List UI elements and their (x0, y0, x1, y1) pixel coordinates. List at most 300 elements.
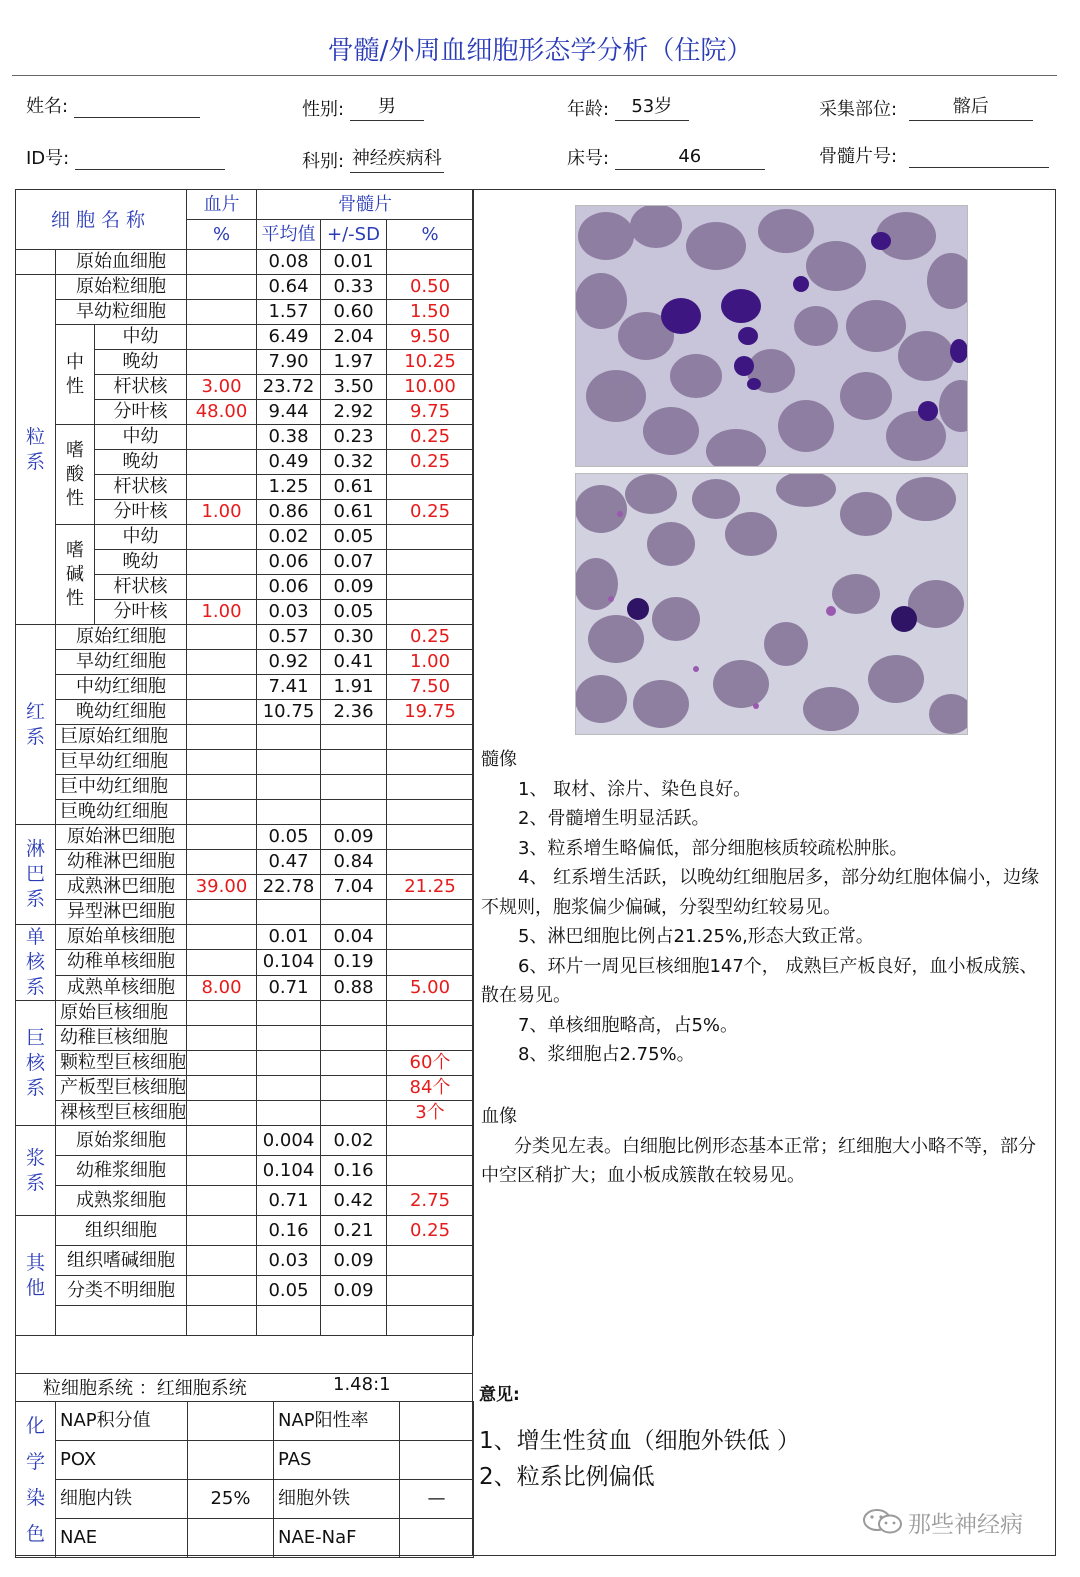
marrow-mean: 10.75 (257, 700, 321, 725)
blood-pct (187, 1156, 257, 1186)
marrow-mean (257, 900, 321, 925)
marrow-sd: 3.50 (321, 375, 387, 400)
marrow-mean: 0.64 (257, 275, 321, 300)
table-row (16, 975, 474, 1000)
marrow-mean: 6.49 (257, 325, 321, 350)
marrow-item: 7、单核细胞略高，占5%。 (518, 1014, 739, 1036)
marrow-sd: 0.60 (321, 300, 387, 325)
chem-value (400, 1402, 474, 1441)
chem-name: PAS (274, 1441, 400, 1480)
marrow-sd: 0.02 (321, 1126, 387, 1156)
marrow-mean: 7.41 (257, 675, 321, 700)
marrow-pct: 10.00 (387, 375, 474, 400)
cell-type-name: 幼稚淋巴细胞 (56, 850, 187, 875)
marrow-mean: 9.44 (257, 400, 321, 425)
site-field (819, 92, 1033, 121)
marrow-pct (387, 1126, 474, 1156)
marrow-sd: 0.61 (321, 475, 387, 500)
group-label: 单核系 (16, 925, 56, 1001)
marrow-mean (257, 1051, 321, 1076)
marrow-mean: 0.71 (257, 975, 321, 1000)
marrow-pct: 84个 (387, 1076, 474, 1101)
marrow-mean: 0.71 (257, 1186, 321, 1216)
marrow-sd: 0.05 (321, 600, 387, 625)
marrow-sd: 0.84 (321, 850, 387, 875)
marrow-sd: 0.01 (321, 250, 387, 275)
subgroup-label: 中性 (56, 325, 95, 425)
cell-type-name: 早幼粒细胞 (56, 300, 187, 325)
chem-value (188, 1402, 274, 1441)
marrow-pct: 5.00 (387, 975, 474, 1000)
dept-value: 神经疾病科 (350, 144, 444, 173)
blood-pct (187, 475, 257, 500)
table-row (16, 1126, 474, 1156)
marrow-pct (387, 900, 474, 925)
cell-type-name: 晚幼 (95, 350, 187, 375)
blood-pct (187, 650, 257, 675)
marrow-item: 3、粒系增生略偏低，部分细胞核质较疏松肿胀。 (518, 837, 908, 859)
marrow-item: 5、淋巴细胞比例占21.25%,形态大致正常。 (518, 926, 874, 947)
marrow-sd (321, 750, 387, 775)
id-field (26, 144, 225, 170)
blood-pct (187, 1306, 257, 1336)
marrow-mean (257, 1101, 321, 1126)
cell-type-name: 幼稚单核细胞 (56, 950, 187, 975)
marrow-mean: 0.47 (257, 850, 321, 875)
marrow-mean: 0.05 (257, 1276, 321, 1306)
marrow-mean: 0.03 (257, 1246, 321, 1276)
cell-type-name: 中幼红细胞 (56, 675, 187, 700)
marrow-pct: 0.25 (387, 500, 474, 525)
marrow-mean: 0.57 (257, 625, 321, 650)
chem-name: NAP阳性率 (274, 1402, 400, 1441)
name-label: 姓名: (26, 96, 69, 117)
title-divider (12, 75, 1057, 76)
marrow-pct (387, 850, 474, 875)
table-row (16, 1186, 474, 1216)
opinion-heading: 意见: (479, 1385, 520, 1405)
age-label: 年龄: (567, 99, 610, 120)
chem-value (400, 1441, 474, 1480)
header-blood-pct: % (187, 220, 257, 250)
table-row (16, 325, 474, 350)
marrow-pct: 1.00 (387, 650, 474, 675)
blood-pct (187, 425, 257, 450)
blood-pct (187, 550, 257, 575)
chem-name: 细胞内铁 (56, 1480, 188, 1519)
cell-type-name: 原始粒细胞 (56, 275, 187, 300)
marrow-sd: 0.04 (321, 925, 387, 950)
table-row (16, 1246, 474, 1276)
header-mean: 平均值 (257, 220, 321, 250)
chem-name: NAP积分值 (56, 1402, 188, 1441)
marrow-pct (387, 950, 474, 975)
dept-label: 科别: (302, 151, 345, 172)
cell-type-name: 巨晚幼红细胞 (56, 800, 187, 825)
table-row (16, 1076, 474, 1101)
id-value (75, 167, 225, 170)
table-row (16, 800, 474, 825)
bed-field (567, 144, 765, 170)
marrow-pct (387, 525, 474, 550)
blood-pct: 39.00 (187, 875, 257, 900)
marrow-pct (387, 1156, 474, 1186)
age-field (567, 92, 689, 121)
marrow-mean: 0.16 (257, 1216, 321, 1246)
marrow-mean: 0.01 (257, 925, 321, 950)
slide-value (909, 165, 1049, 168)
marrow-mean: 0.104 (257, 1156, 321, 1186)
marrow-mean: 0.05 (257, 825, 321, 850)
blood-pct (187, 725, 257, 750)
marrow-mean (257, 1001, 321, 1026)
subgroup-label: 嗜碱性 (56, 525, 95, 625)
marrow-sd: 0.09 (321, 1246, 387, 1276)
blood-pct (187, 575, 257, 600)
table-row (16, 725, 474, 750)
marrow-sd: 1.91 (321, 675, 387, 700)
chem-name: NAE-NaF (274, 1519, 400, 1558)
cell-type-name: 分类不明细胞 (56, 1276, 187, 1306)
marrow-mean (257, 1026, 321, 1051)
blood-pct (187, 900, 257, 925)
marrow-findings (481, 745, 1051, 1070)
blood-pct (187, 1276, 257, 1306)
chem-group-label: 化学染色 (16, 1402, 56, 1558)
marrow-sd (321, 1001, 387, 1026)
marrow-micrograph-bottom (575, 473, 968, 735)
table-row (16, 650, 474, 675)
chem-value (188, 1441, 274, 1480)
marrow-mean (257, 1076, 321, 1101)
chem-value (188, 1519, 274, 1558)
blood-pct: 1.00 (187, 600, 257, 625)
marrow-mean: 22.78 (257, 875, 321, 900)
marrow-item: 1、 取材、涂片、染色良好。 (518, 778, 752, 800)
marrow-sd: 0.41 (321, 650, 387, 675)
cell-type-name: 分叶核 (95, 500, 187, 525)
blood-pct (187, 1026, 257, 1051)
marrow-pct (387, 925, 474, 950)
marrow-sd: 2.04 (321, 325, 387, 350)
dept-field (302, 144, 444, 173)
marrow-pct (387, 775, 474, 800)
cell-type-name: 巨早幼红细胞 (56, 750, 187, 775)
marrow-sd: 0.05 (321, 525, 387, 550)
chem-name: POX (56, 1441, 188, 1480)
chem-name: NAE (56, 1519, 188, 1558)
table-row (16, 1026, 474, 1051)
blood-pct (187, 1216, 257, 1246)
sex-label: 性别: (302, 99, 345, 120)
marrow-sd: 0.30 (321, 625, 387, 650)
table-row (16, 925, 474, 950)
cell-type-name: 分叶核 (95, 600, 187, 625)
cell-type-name: 杆状核 (95, 375, 187, 400)
marrow-mean: 0.104 (257, 950, 321, 975)
group-label: 红系 (16, 625, 56, 825)
group-label (16, 250, 56, 275)
slide-field (819, 142, 1049, 168)
subgroup-label: 嗜酸性 (56, 425, 95, 525)
cell-type-name: 分叶核 (95, 400, 187, 425)
bed-label: 床号: (567, 148, 610, 169)
marrow-mean: 0.08 (257, 250, 321, 275)
blood-pct (187, 275, 257, 300)
site-label: 采集部位: (819, 99, 898, 120)
cell-type-name: 异型淋巴细胞 (56, 900, 187, 925)
blood-pct: 3.00 (187, 375, 257, 400)
cell-type-name: 产板型巨核细胞 (56, 1076, 187, 1101)
header-marrow: 骨髓片 (257, 190, 474, 220)
table-row (16, 675, 474, 700)
blood-pct (187, 1246, 257, 1276)
cell-type-name: 组织细胞 (56, 1216, 187, 1246)
marrow-mean (257, 1306, 321, 1336)
marrow-sd (321, 1306, 387, 1336)
marrow-pct: 9.75 (387, 400, 474, 425)
group-label: 淋巴系 (16, 825, 56, 925)
marrow-pct: 21.25 (387, 875, 474, 900)
blood-pct (187, 250, 257, 275)
marrow-pct (387, 550, 474, 575)
cell-type-name: 颗粒型巨核细胞 (56, 1051, 187, 1076)
marrow-mean: 0.06 (257, 550, 321, 575)
marrow-sd: 0.88 (321, 975, 387, 1000)
blood-pct (187, 300, 257, 325)
marrow-pct (387, 575, 474, 600)
marrow-pct (387, 725, 474, 750)
marrow-sd: 0.07 (321, 550, 387, 575)
table-row (16, 875, 474, 900)
cell-type-name: 原始浆细胞 (56, 1126, 187, 1156)
marrow-item: 6、环片一周见巨核细胞147个， 成熟巨产板良好，血小板成簇、散在易见。 (481, 955, 1038, 1006)
ratio-label: 粒细胞系统 ：红细胞系统 (43, 1378, 247, 1399)
marrow-sd: 0.61 (321, 500, 387, 525)
cell-type-name: 幼稚巨核细胞 (56, 1026, 187, 1051)
blood-pct (187, 1076, 257, 1101)
marrow-sd (321, 800, 387, 825)
table-row (16, 1216, 474, 1246)
marrow-pct (387, 475, 474, 500)
marrow-pct (387, 1246, 474, 1276)
marrow-pct (387, 1001, 474, 1026)
site-value: 髂后 (909, 92, 1033, 121)
marrow-sd (321, 725, 387, 750)
blood-pct: 8.00 (187, 975, 257, 1000)
marrow-micrograph-top (575, 205, 968, 467)
cell-type-name: 原始淋巴细胞 (56, 825, 187, 850)
marrow-sd: 0.09 (321, 1276, 387, 1306)
marrow-pct (387, 250, 474, 275)
chem-value (400, 1519, 474, 1558)
marrow-mean: 0.03 (257, 600, 321, 625)
sex-value: 男 (350, 92, 424, 121)
cell-type-name: 杆状核 (95, 575, 187, 600)
table-row (16, 625, 474, 650)
marrow-sd (321, 900, 387, 925)
marrow-mean: 1.57 (257, 300, 321, 325)
cell-type-name: 中幼 (95, 325, 187, 350)
blood-findings (481, 1102, 1051, 1191)
marrow-sd: 0.32 (321, 450, 387, 475)
marrow-mean: 0.06 (257, 575, 321, 600)
table-row (16, 700, 474, 725)
marrow-sd: 2.36 (321, 700, 387, 725)
marrow-sd (321, 1051, 387, 1076)
table-row (16, 1001, 474, 1026)
cell-type-name: 巨中幼红细胞 (56, 775, 187, 800)
marrow-pct: 7.50 (387, 675, 474, 700)
marrow-mean: 0.92 (257, 650, 321, 675)
opinion-item: 1、增生性贫血（细胞外铁低 ） (479, 1428, 800, 1454)
cell-type-name: 早幼红细胞 (56, 650, 187, 675)
blood-pct (187, 750, 257, 775)
marrow-pct: 19.75 (387, 700, 474, 725)
marrow-sd: 0.16 (321, 1156, 387, 1186)
group-label: 浆系 (16, 1126, 56, 1216)
blood-pct (187, 925, 257, 950)
table-row (16, 525, 474, 550)
marrow-mean: 0.49 (257, 450, 321, 475)
report-title: 骨髓/外周血细胞形态学分析（住院） (327, 36, 753, 66)
marrow-item: 8、浆细胞占2.75%。 (518, 1044, 695, 1065)
blood-pct (187, 450, 257, 475)
marrow-sd: 0.09 (321, 825, 387, 850)
blood-pct: 1.00 (187, 500, 257, 525)
opinion-item: 2、粒系比例偏低 (479, 1464, 655, 1490)
marrow-sd: 0.42 (321, 1186, 387, 1216)
marrow-pct (387, 800, 474, 825)
marrow-pct (387, 1026, 474, 1051)
cell-type-name: 成熟淋巴细胞 (56, 875, 187, 900)
marrow-mean: 23.72 (257, 375, 321, 400)
ratio-row (15, 1373, 473, 1401)
sex-field (302, 92, 424, 121)
marrow-pct: 9.50 (387, 325, 474, 350)
cell-type-name: 中幼 (95, 425, 187, 450)
cell-type-name: 原始单核细胞 (56, 925, 187, 950)
blood-pct (187, 775, 257, 800)
marrow-pct: 0.50 (387, 275, 474, 300)
cell-count-table (15, 189, 474, 1336)
marrow-pct (387, 1276, 474, 1306)
marrow-mean: 0.38 (257, 425, 321, 450)
blood-pct (187, 800, 257, 825)
table-row (16, 775, 474, 800)
marrow-item: 4、 红系增生活跃，以晚幼红细胞居多，部分幼红胞体偏小，边缘不规则，胞浆偏少偏碱，分裂型幼红较易见。 (481, 867, 1040, 918)
marrow-sd (321, 775, 387, 800)
blood-pct (187, 1051, 257, 1076)
blood-pct (187, 1001, 257, 1026)
blood-pct: 48.00 (187, 400, 257, 425)
marrow-pct: 60个 (387, 1051, 474, 1076)
marrow-mean: 1.25 (257, 475, 321, 500)
marrow-mean (257, 750, 321, 775)
marrow-sd: 0.23 (321, 425, 387, 450)
table-row (16, 300, 474, 325)
marrow-mean (257, 725, 321, 750)
group-label: 粒系 (16, 275, 56, 625)
header-blood: 血片 (187, 190, 257, 220)
table-row (16, 750, 474, 775)
marrow-mean (257, 775, 321, 800)
cell-type-name: 组织嗜碱细胞 (56, 1246, 187, 1276)
marrow-pct (387, 1306, 474, 1336)
marrow-item: 2、骨髓增生明显活跃。 (518, 808, 710, 829)
id-label: ID号: (26, 148, 70, 169)
table-row (16, 1101, 474, 1126)
marrow-pct: 10.25 (387, 350, 474, 375)
marrow-pct: 0.25 (387, 625, 474, 650)
marrow-sd: 1.97 (321, 350, 387, 375)
cell-type-name: 晚幼 (95, 550, 187, 575)
cell-type-name: 原始红细胞 (56, 625, 187, 650)
blood-pct (187, 350, 257, 375)
wechat-icon (862, 1508, 904, 1534)
chem-value: 25% (188, 1480, 274, 1519)
blood-pct (187, 625, 257, 650)
blood-pct (187, 950, 257, 975)
marrow-sd (321, 1026, 387, 1051)
marrow-mean (257, 800, 321, 825)
marrow-mean: 0.02 (257, 525, 321, 550)
chem-value: — (400, 1480, 474, 1519)
marrow-heading: 髓像 (481, 749, 517, 770)
table-row (16, 425, 474, 450)
marrow-pct: 3个 (387, 1101, 474, 1126)
table-row (16, 1306, 474, 1336)
marrow-sd: 0.21 (321, 1216, 387, 1246)
cell-type-name: 晚幼红细胞 (56, 700, 187, 725)
marrow-sd: 2.92 (321, 400, 387, 425)
marrow-pct: 0.25 (387, 450, 474, 475)
blood-heading: 血像 (481, 1106, 517, 1127)
ratio-value: 1.48:1 (333, 1374, 391, 1395)
cell-type-name: 成熟单核细胞 (56, 975, 187, 1000)
marrow-pct (387, 825, 474, 850)
cell-type-name: 晚幼 (95, 450, 187, 475)
cell-type-name: 幼稚浆细胞 (56, 1156, 187, 1186)
marrow-pct: 2.75 (387, 1186, 474, 1216)
table-row (16, 1051, 474, 1076)
group-label: 其他 (16, 1216, 56, 1336)
marrow-sd: 7.04 (321, 875, 387, 900)
marrow-sd (321, 1076, 387, 1101)
marrow-pct: 0.25 (387, 1216, 474, 1246)
blood-pct (187, 675, 257, 700)
cell-type-name: 裸核型巨核细胞 (56, 1101, 187, 1126)
table-row (16, 275, 474, 300)
marrow-pct (387, 750, 474, 775)
marrow-sd: 0.09 (321, 575, 387, 600)
chemical-stain-table (15, 1401, 474, 1558)
blood-pct (187, 700, 257, 725)
header-sd: +/-SD (321, 220, 387, 250)
blood-pct (187, 1186, 257, 1216)
blood-pct (187, 325, 257, 350)
cell-type-name: 原始巨核细胞 (56, 1001, 187, 1026)
name-value (74, 115, 200, 118)
cell-type-name: 杆状核 (95, 475, 187, 500)
cell-type-name: 巨原始红细胞 (56, 725, 187, 750)
table-row (16, 900, 474, 925)
header-marrow-pct: % (387, 220, 474, 250)
table-row (16, 250, 474, 275)
header-cell-name: 细胞名称 (16, 190, 187, 250)
marrow-pct (387, 600, 474, 625)
name-field (26, 92, 200, 118)
